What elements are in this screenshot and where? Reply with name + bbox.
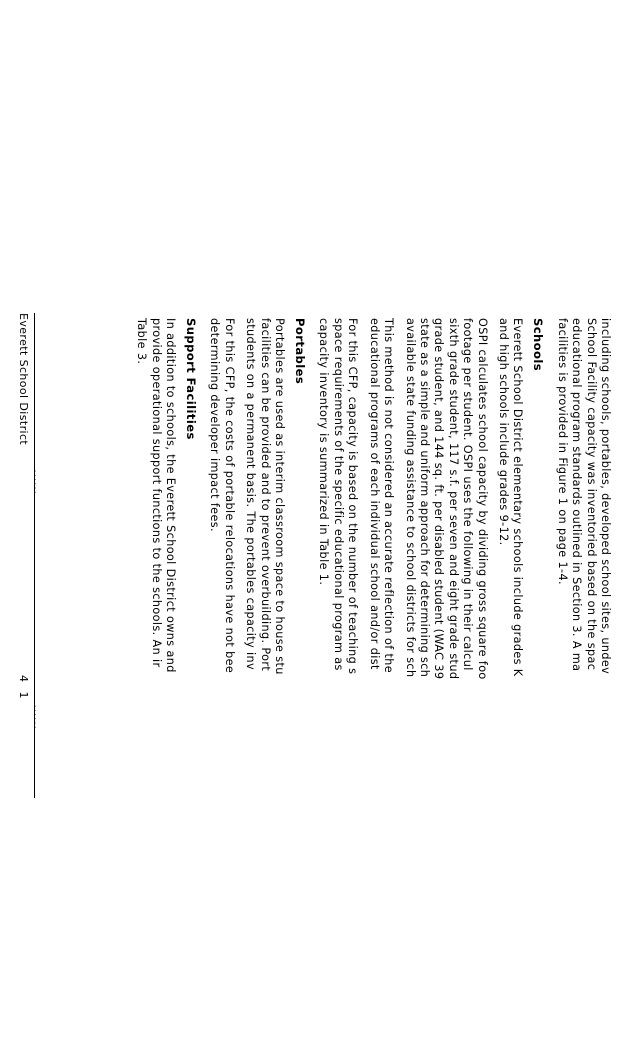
portables-paragraph-1-line: Portables are used as interim classroom space to house stu xyxy=(273,318,287,675)
document-body xyxy=(134,318,612,1038)
intro-line: including schools, portables, developed school sites, undev xyxy=(599,318,612,675)
schools-paragraph-1-line: Everett School District elementary schools include grades K xyxy=(511,318,525,677)
schools-paragraph-3-line: This method is not considered an accurate reflection of the xyxy=(382,318,396,674)
schools-paragraph-4-line: space requirements of the specific educational program as xyxy=(331,318,345,671)
footer-dots-left: ...... xyxy=(33,470,41,496)
intro-line: educational program standards outlined in Section 3. A ma xyxy=(570,318,584,672)
schools-paragraph-4-line: capacity inventory is summarized in Table 1. xyxy=(317,318,331,586)
schools-paragraph-4-line: For this CFP, capacity is based on the number of teaching s xyxy=(346,318,360,675)
footer-page-number: 4 1 xyxy=(17,675,30,702)
support-paragraph-line: Table 3. xyxy=(135,318,149,365)
portables-paragraph-2-line: determining developer impact fees. xyxy=(208,318,222,532)
schools-paragraph-1-line: and high schools include grades 9-12. xyxy=(496,318,510,546)
schools-paragraph-2-line: OSPI calculates school capacity by dividing gross square foo xyxy=(475,318,489,680)
schools-paragraph-2-line: available state funding assistance to school districts for sch xyxy=(403,318,417,678)
support-facilities-heading: Support Facilities xyxy=(184,318,199,440)
schools-paragraph-2-line: footage per student. OSPI uses the following in their calcul xyxy=(461,318,475,671)
portables-heading: Portables xyxy=(293,318,308,385)
schools-paragraph-3-line: educational programs of each individual school and/or dist xyxy=(367,318,381,670)
footer-dots-right: ...... xyxy=(33,705,41,731)
intro-line: facilities is provided in Figure 1 on page 1-4. xyxy=(555,318,569,585)
intro-line: School Facility capacity was inventoried based on the spac xyxy=(584,318,598,671)
portables-paragraph-1-line: facilities can be provided and to prevent overbuilding. Port xyxy=(258,318,272,672)
schools-paragraph-2-line: state as a simple and uniform approach for determining sch xyxy=(417,318,431,678)
footer-organization: Everett School District xyxy=(17,313,30,446)
schools-paragraph-2-line: grade student, and 144 sq. ft. per disabled student (WAC 39 xyxy=(432,318,446,680)
portables-paragraph-1-line: students on a permanent basis. The portables capacity inv xyxy=(244,318,258,671)
schools-paragraph-2-line: sixth grade student, 117 s.f. per seven and eight grade stud xyxy=(446,318,460,680)
footer-divider xyxy=(34,313,35,798)
support-paragraph-line: provide operational support functions to the schools. An ir xyxy=(149,318,163,668)
portables-paragraph-2-line: For this CFP, the costs of portable relocations have not bee xyxy=(222,318,236,674)
support-paragraph-line: In addition to schools, the Everett School District owns and xyxy=(164,318,178,673)
schools-heading: Schools xyxy=(531,318,546,372)
